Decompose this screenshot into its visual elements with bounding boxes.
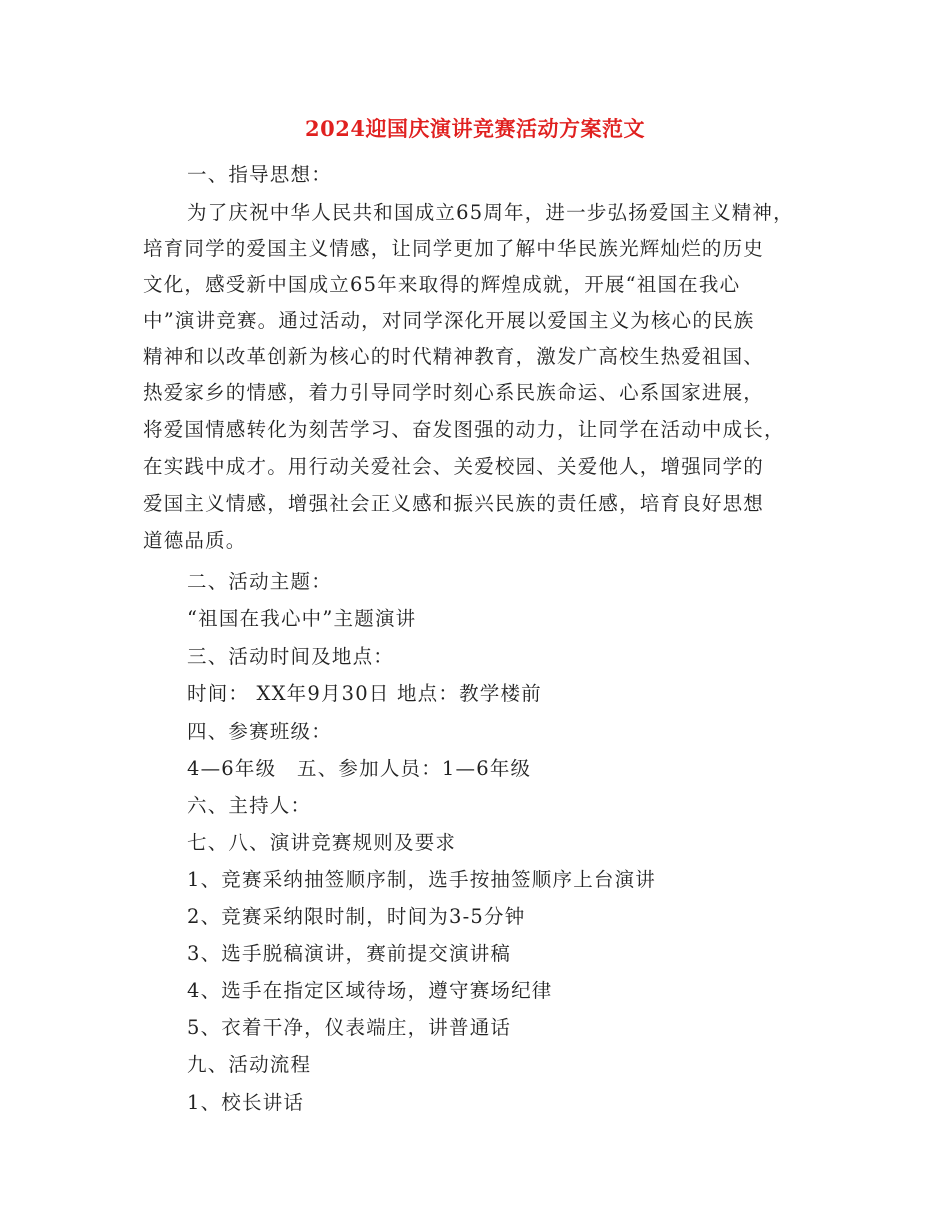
rule-item: 3、选手脱稿演讲，赛前提交演讲稿 bbox=[187, 942, 512, 965]
paragraph-line: 精神和以改革创新为核心的时代精神教育，激发广高校生热爱祖国、 bbox=[143, 345, 765, 368]
rule-item: 4、选手在指定区域待场，遵守赛场纪律 bbox=[187, 979, 553, 1002]
paragraph-line: 文化，感受新中国成立65年来取得的辉煌成就，开展“祖国在我心 bbox=[143, 273, 741, 296]
section-heading-time-place: 三、活动时间及地点： bbox=[187, 645, 395, 668]
rule-item: 5、衣着干净，仪表端庄，讲普通话 bbox=[187, 1016, 512, 1039]
rule-item: 1、竞赛采纳抽签顺序制，选手按抽签顺序上台演讲 bbox=[187, 868, 657, 891]
paragraph-line: 热爱家乡的情感，着力引导同学时刻心系民族命运、心系国家进展， bbox=[143, 381, 765, 404]
section-heading-process: 九、活动流程 bbox=[187, 1053, 312, 1076]
time-place-content: 时间： XX年9月30日 地点：教学楼前 bbox=[187, 682, 542, 705]
paragraph-line: 在实践中成才。用行动关爱社会、关爱校园、关爱他人，增强同学的 bbox=[143, 455, 765, 478]
paragraph-line: 将爱国情感转化为刻苦学习、奋发图强的动力，让同学在活动中成长， bbox=[143, 418, 785, 441]
section-heading-host: 六、主持人： bbox=[187, 794, 312, 817]
section-heading-theme: 二、活动主题： bbox=[187, 570, 332, 593]
section-heading-rules: 七、八、演讲竞赛规则及要求 bbox=[187, 831, 457, 854]
paragraph-line: 培育同学的爱国主义情感，让同学更加了解中华民族光辉灿烂的历史 bbox=[143, 237, 765, 260]
process-step: 1、校长讲话 bbox=[187, 1091, 305, 1114]
section-heading-classes: 四、参赛班级： bbox=[187, 720, 332, 743]
rule-item: 2、竞赛采纳限时制，时间为3-5分钟 bbox=[187, 905, 526, 928]
paragraph-line: 中”演讲竞赛。通过活动，对同学深化开展以爱国主义为核心的民族 bbox=[143, 309, 755, 332]
classes-content: 4—6年级 五、参加人员：1—6年级 bbox=[187, 757, 532, 780]
section-heading-guiding-ideology: 一、指导思想： bbox=[187, 163, 332, 186]
paragraph-line: 为了庆祝中华人民共和国成立65周年，进一步弘扬爱国主义精神， bbox=[187, 201, 794, 224]
theme-content: “祖国在我心中”主题演讲 bbox=[187, 607, 417, 630]
paragraph-line: 道德品质。 bbox=[143, 529, 247, 552]
paragraph-line: 爱国主义情感，增强社会正义感和振兴民族的责任感，培育良好思想 bbox=[143, 492, 765, 515]
document-title: 2024迎国庆演讲竞赛活动方案范文 bbox=[305, 116, 645, 141]
